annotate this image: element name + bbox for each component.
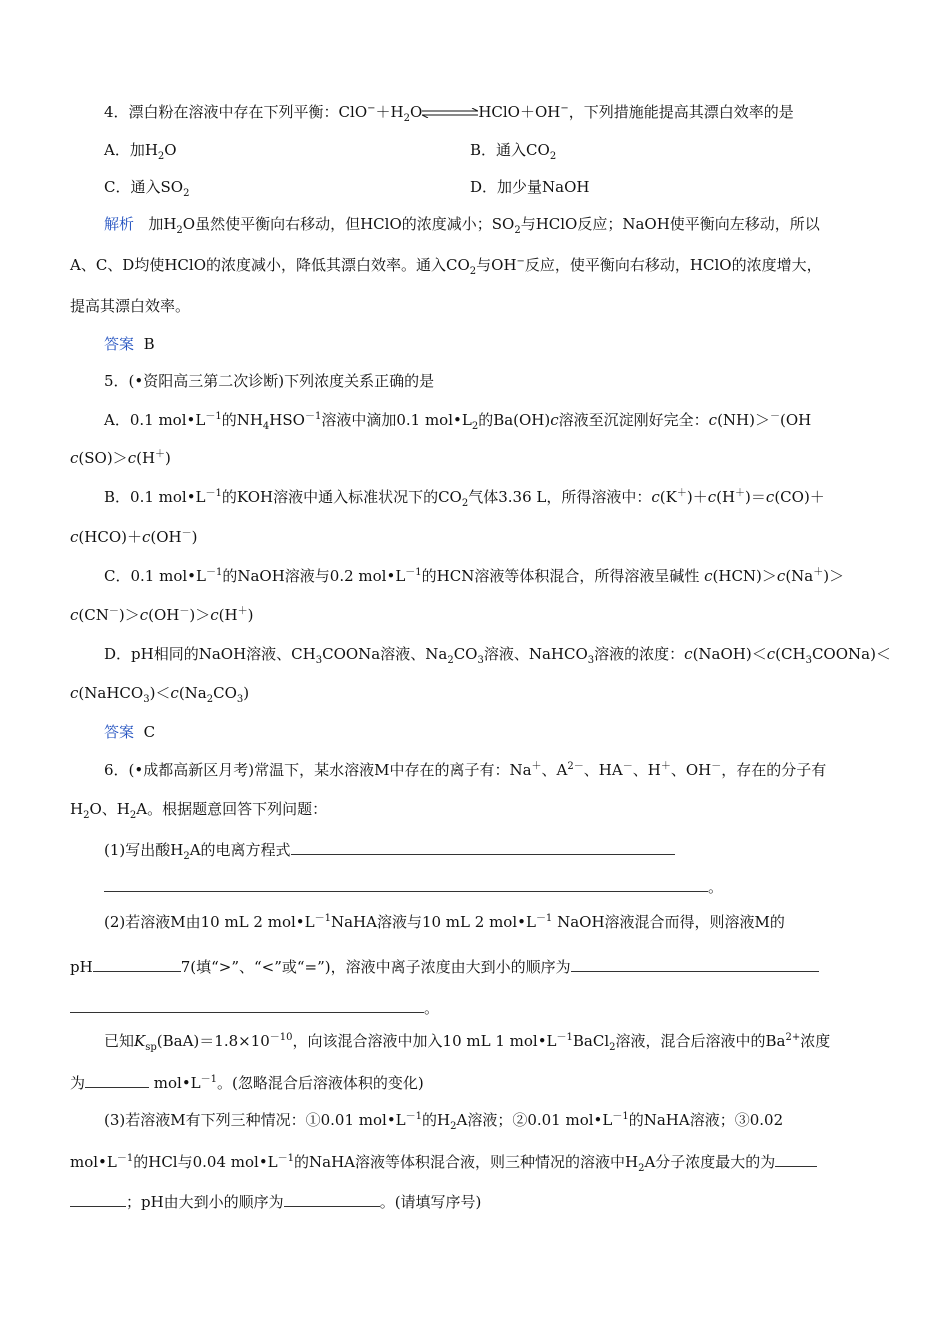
answer-label: 答案 <box>104 335 135 353</box>
q4-analysis-line-2: A、C、D均使HClO的浓度减小，降低其漂白效率。通入$CO_2$与OH−反应，使平衡向右移动，HClO的浓度增大， <box>70 256 822 277</box>
q6-part1-line-2: 。 <box>104 875 723 897</box>
q5-stem: 5．(•资阳高三第二次诊断)下列浓度关系正确的是 <box>104 372 435 390</box>
q5-option-c-line-1: C．0.1 $mol•L^{-1}$的NaOH溶液与0.2 $mol•L^{-1}$的HCN溶液等体积混合，所得溶液呈碱性 c(HCN)＞c(Na＋)＞ <box>104 567 845 585</box>
q6-part2-line-1: (2)若溶液M由10 mL 2 $mol•L^{-1}NaHA$溶液与10 mL 2 $mol•L^{-1}$ NaOH溶液混合而得，则溶液M的 <box>104 913 785 931</box>
q4-option-d: D．加少量NaOH <box>470 178 590 196</box>
analysis-label: 解析 <box>104 215 135 233</box>
q4-analysis-line-3: 提高其漂白效率。 <box>70 297 191 315</box>
q5-option-d-line-2: $c(NaHCO_3)<c(Na_2CO_3)$ <box>70 684 250 705</box>
q5-option-c-line-2: c(CN－)＞c(OH－)＞c(H＋) <box>70 606 254 624</box>
q6-stem-line-1: 6．(•成都高新区月考)常温下，某水溶液M中存在的离子有：Na＋、$A^{2-}$、HA－、H＋、OH－，存在的分子有 <box>104 761 827 779</box>
q6-part2-line-2: pH 7(填“>”、“<”或“=”)，溶液中离子浓度由大到小的顺序为 <box>70 955 819 977</box>
q5-answer: 答案 C <box>104 723 156 741</box>
q5-option-a-line-2: c(SO)＞c(H＋) <box>70 449 171 467</box>
q6-ksp-line-1: 已知$K_{sp}(BaA)=1.8\times 10^{-10}$，向该混合溶液中加入10 mL 1 $mol•L^{-1}BaCl_2$溶液，混合后溶液中的$Ba^{2+}$浓度 <box>104 1032 831 1053</box>
q5-option-d-line-1: D．pH相同的NaOH溶液、$CH_3COONa$溶液、$Na_2CO_3$溶液、NaHCO$_3$溶液的浓度：$c(NaOH)<c(CH_3COONa)<$ <box>104 645 891 666</box>
q4-option-b: B．通入$CO_2$ <box>470 141 557 162</box>
answer-blank[interactable] <box>291 838 675 855</box>
q5-option-a-line-1: A．0.1 $mol•L^{-1}$的$NH_4HSO^{-1}$溶液中滴加0.1 $mol•L_2$的Ba(OH)c溶液至沉淀刚好完全：c(NH)＞－(OH <box>104 411 812 432</box>
q6-part3-line-3: ；pH由大到小的顺序为 。(请填写序号) <box>70 1190 481 1212</box>
answer-blank[interactable] <box>70 996 424 1013</box>
q6-ksp-line-2: 为 $mol•L^{-1}$。(忽略混合后溶液体积的变化) <box>70 1071 424 1093</box>
q6-stem-line-2: $H_2O$、$H_2A$。根据题意回答下列问题： <box>70 800 328 821</box>
answer-blank[interactable] <box>70 1190 126 1207</box>
answer-blank[interactable] <box>104 875 708 892</box>
equilibrium-arrow-icon <box>422 108 478 118</box>
answer-blank[interactable] <box>571 955 819 972</box>
q4-analysis-line-1: 解析 加$H_2O$虽然使平衡向右移动，但HClO的浓度减小；$SO_2$与HClO反应；NaOH使平衡向左移动，所以 <box>104 215 820 236</box>
q6-part3-line-1: (3)若溶液M有下列三种情况：①0.01 $mol•L^{-1}$的$H_2A$溶液；②0.01 $mol•L^{-1}$的NaHA溶液；③0.02 <box>104 1111 784 1132</box>
answer-blank[interactable] <box>85 1071 149 1088</box>
q6-part3-line-2: $mol•L^{-1}$的HCl与0.04 $mol•L^{-1}$的NaHA溶液等体积混合液，则三种情况的溶液中$H_2A$分子浓度最大的为 <box>70 1150 817 1172</box>
q5-option-b-line-2: c(HCO)＋c(OH－) <box>70 528 198 546</box>
q4-answer: 答案 B <box>104 335 155 353</box>
q4-option-a: A．加$H_2O$ <box>104 141 177 162</box>
answer-blank[interactable] <box>93 955 181 972</box>
answer-blank[interactable] <box>284 1190 380 1207</box>
q5-option-b-line-1: B．0.1 $mol•L^{-1}$的KOH溶液中通入标准状况下的$CO_2$气体3.36 L，所得溶液中：c(K＋)＋c(H＋)＝c(CO)＋ <box>104 488 825 509</box>
q6-part1: (1)写出酸$H_2A$的电离方程式 <box>104 838 675 860</box>
answer-blank[interactable] <box>775 1150 817 1167</box>
q4-option-c: C．通入$SO_2$ <box>104 178 190 199</box>
q4-stem: 4．漂白粉在溶液中存在下列平衡：$ClO^-+H_2O$ HClO＋OH−，下列措施能提高其漂白效率的是 <box>104 103 794 124</box>
q6-part2-line-3: 。 <box>70 996 439 1018</box>
